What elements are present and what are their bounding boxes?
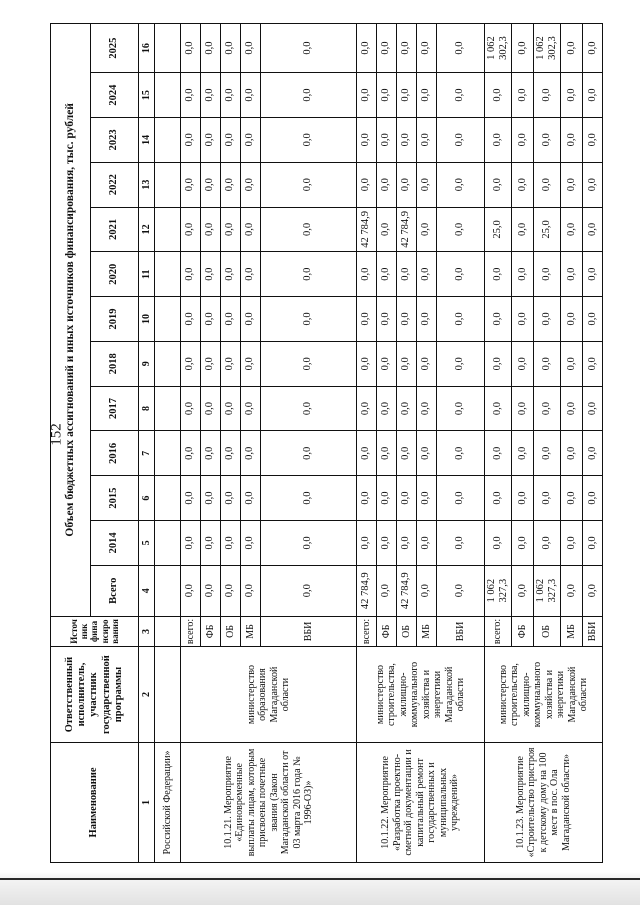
year-value: 42 784,9 <box>357 207 377 252</box>
column-number: 5 <box>139 521 155 566</box>
year-value: 0,0 <box>561 521 583 566</box>
year-value: 0,0 <box>417 24 437 73</box>
year-value: 0,0 <box>512 117 534 162</box>
year-value: 0,0 <box>561 73 583 118</box>
year-value: 0,0 <box>357 252 377 297</box>
column-number: 10 <box>139 297 155 342</box>
year-value: 0,0 <box>241 386 261 431</box>
year-value: 0,0 <box>561 476 583 521</box>
year-value: 0,0 <box>181 521 201 566</box>
responsible-executor: министерство образования Магаданской области <box>181 647 357 743</box>
year-value: 0,0 <box>397 24 417 73</box>
year-value: 0,0 <box>437 24 485 73</box>
column-number: 14 <box>139 117 155 162</box>
year-value: 0,0 <box>417 431 437 476</box>
year-value: 0,0 <box>512 207 534 252</box>
empty-cell <box>155 207 181 252</box>
year-value: 0,0 <box>397 162 417 207</box>
year-value: 0,0 <box>583 431 603 476</box>
column-number: 1 <box>139 742 155 862</box>
year-value: 0,0 <box>583 24 603 73</box>
year-value: 0,0 <box>397 431 417 476</box>
year-value: 0,0 <box>221 73 241 118</box>
year-value: 0,0 <box>201 73 221 118</box>
year-value: 0,0 <box>437 162 485 207</box>
year-value: 0,0 <box>534 117 561 162</box>
total-value: 0,0 <box>221 565 241 616</box>
year-value: 0,0 <box>512 24 534 73</box>
table-row <box>485 24 512 863</box>
total-value: 0,0 <box>377 565 397 616</box>
year-value: 0,0 <box>357 341 377 386</box>
year-value: 0,0 <box>583 476 603 521</box>
year-value: 0,0 <box>181 341 201 386</box>
empty-cell <box>155 297 181 342</box>
year-value: 0,0 <box>261 297 357 342</box>
year-value: 0,0 <box>485 476 512 521</box>
year-value: 0,0 <box>485 341 512 386</box>
header-year: 2016 <box>91 431 139 476</box>
year-value: 0,0 <box>201 252 221 297</box>
empty-cell <box>155 73 181 118</box>
total-value: 0,0 <box>561 565 583 616</box>
year-value: 0,0 <box>417 162 437 207</box>
year-value: 0,0 <box>357 73 377 118</box>
year-value: 0,0 <box>377 521 397 566</box>
header-source: Источник финансирования <box>51 616 139 647</box>
year-value: 0,0 <box>261 431 357 476</box>
year-value: 0,0 <box>181 386 201 431</box>
year-value: 0,0 <box>437 386 485 431</box>
measure-name: 10.1.21. Мероприятие «Единовременные выплаты лицам, которым присвоены почетные звания (Закон Магаданской области от 03 марта 2016 года № 1996-ОЗ)» <box>181 742 357 862</box>
empty-cell <box>155 386 181 431</box>
year-value: 0,0 <box>377 73 397 118</box>
year-value: 0,0 <box>261 521 357 566</box>
empty-cell <box>155 431 181 476</box>
year-value: 0,0 <box>241 252 261 297</box>
year-value: 0,0 <box>397 386 417 431</box>
year-value: 0,0 <box>417 73 437 118</box>
year-value: 0,0 <box>241 24 261 73</box>
total-value: 1 062 327,3 <box>534 565 561 616</box>
year-value: 0,0 <box>397 297 417 342</box>
year-value: 0,0 <box>221 431 241 476</box>
year-value: 0,0 <box>181 476 201 521</box>
year-value: 0,0 <box>221 341 241 386</box>
year-value: 0,0 <box>377 162 397 207</box>
year-value: 0,0 <box>561 162 583 207</box>
year-value: 0,0 <box>221 162 241 207</box>
empty-cell <box>155 521 181 566</box>
year-value: 0,0 <box>357 521 377 566</box>
year-value: 0,0 <box>534 297 561 342</box>
year-value: 0,0 <box>512 162 534 207</box>
funding-source: ВБИ <box>437 616 485 647</box>
year-value: 0,0 <box>561 207 583 252</box>
year-value: 0,0 <box>221 24 241 73</box>
year-value: 0,0 <box>181 431 201 476</box>
year-value: 0,0 <box>561 431 583 476</box>
year-value: 0,0 <box>485 252 512 297</box>
total-value: 0,0 <box>512 565 534 616</box>
year-value: 0,0 <box>485 386 512 431</box>
year-value: 0,0 <box>512 297 534 342</box>
year-value: 0,0 <box>261 207 357 252</box>
year-value: 0,0 <box>201 431 221 476</box>
total-value: 0,0 <box>417 565 437 616</box>
year-value: 0,0 <box>377 117 397 162</box>
year-value: 0,0 <box>485 521 512 566</box>
year-value: 0,0 <box>417 117 437 162</box>
empty-cell <box>155 162 181 207</box>
year-value: 0,0 <box>181 162 201 207</box>
year-value: 1 062 302,3 <box>485 24 512 73</box>
header-financing: Объем бюджетных ассигнований и иных источников финансирования, тыс. рублей <box>51 24 91 617</box>
year-value: 0,0 <box>241 73 261 118</box>
year-value: 0,0 <box>241 297 261 342</box>
header-year: 2022 <box>91 162 139 207</box>
header-responsible: Ответственный исполнитель, участник государственной программы <box>51 647 139 743</box>
year-value: 0,0 <box>377 386 397 431</box>
header-year: 2024 <box>91 73 139 118</box>
year-value: 0,0 <box>201 341 221 386</box>
year-value: 0,0 <box>397 341 417 386</box>
year-value: 0,0 <box>261 117 357 162</box>
header-year: 2020 <box>91 252 139 297</box>
header-name: Наименование <box>51 742 139 862</box>
year-value: 0,0 <box>437 117 485 162</box>
year-value: 0,0 <box>583 252 603 297</box>
column-number: 12 <box>139 207 155 252</box>
year-value: 0,0 <box>357 117 377 162</box>
financing-table <box>50 23 603 863</box>
year-value: 0,0 <box>437 252 485 297</box>
year-value: 0,0 <box>221 521 241 566</box>
year-value: 0,0 <box>583 341 603 386</box>
year-value: 0,0 <box>397 73 417 118</box>
responsible-executor: министерство строительства, жилищно-коммунального хозяйства и энергетики Магаданской области <box>357 647 485 743</box>
year-value: 0,0 <box>417 476 437 521</box>
funding-source: ВБИ <box>261 616 357 647</box>
year-value: 0,0 <box>583 73 603 118</box>
year-value: 0,0 <box>221 476 241 521</box>
year-value: 0,0 <box>261 252 357 297</box>
year-value: 0,0 <box>201 162 221 207</box>
year-value: 0,0 <box>561 341 583 386</box>
header-year: 2021 <box>91 207 139 252</box>
funding-source: ФБ <box>512 616 534 647</box>
total-value: 0,0 <box>201 565 221 616</box>
funding-source: МБ <box>561 616 583 647</box>
funding-source: МБ <box>241 616 261 647</box>
year-value: 1 062 302,3 <box>534 24 561 73</box>
year-value: 0,0 <box>261 162 357 207</box>
year-value: 0,0 <box>485 162 512 207</box>
year-value: 0,0 <box>437 297 485 342</box>
year-value: 0,0 <box>261 341 357 386</box>
total-value: 0,0 <box>261 565 357 616</box>
responsible-executor: министерство строительства, жилищно-коммунального хозяйства и энергетики Магаданской области <box>485 647 603 743</box>
year-value: 0,0 <box>534 73 561 118</box>
year-value: 0,0 <box>201 207 221 252</box>
year-value: 0,0 <box>261 73 357 118</box>
year-value: 0,0 <box>561 386 583 431</box>
year-value: 0,0 <box>512 386 534 431</box>
year-value: 0,0 <box>261 476 357 521</box>
year-value: 0,0 <box>241 521 261 566</box>
year-value: 0,0 <box>201 386 221 431</box>
year-value: 25,0 <box>485 207 512 252</box>
year-value: 0,0 <box>485 117 512 162</box>
year-value: 0,0 <box>534 341 561 386</box>
year-value: 0,0 <box>201 476 221 521</box>
funding-source: всего: <box>485 616 512 647</box>
total-value: 42 784,9 <box>357 565 377 616</box>
column-number: 9 <box>139 341 155 386</box>
column-number: 3 <box>139 616 155 647</box>
header-year: 2017 <box>91 386 139 431</box>
year-value: 0,0 <box>397 117 417 162</box>
funding-source: ОБ <box>397 616 417 647</box>
year-value: 0,0 <box>561 297 583 342</box>
year-value: 0,0 <box>201 297 221 342</box>
year-value: 0,0 <box>512 521 534 566</box>
year-value: 0,0 <box>512 341 534 386</box>
year-value: 0,0 <box>181 117 201 162</box>
column-number: 13 <box>139 162 155 207</box>
year-value: 0,0 <box>417 521 437 566</box>
header-year: 2014 <box>91 521 139 566</box>
year-value: 0,0 <box>377 431 397 476</box>
year-value: 0,0 <box>485 297 512 342</box>
funding-source: ВБИ <box>583 616 603 647</box>
header-year: 2023 <box>91 117 139 162</box>
year-value: 0,0 <box>534 252 561 297</box>
year-value: 0,0 <box>534 162 561 207</box>
year-value: 0,0 <box>357 24 377 73</box>
funding-source: всего: <box>357 616 377 647</box>
funding-source: ФБ <box>377 616 397 647</box>
empty-cell <box>155 476 181 521</box>
year-value: 0,0 <box>583 521 603 566</box>
rotated-page <box>50 23 598 863</box>
year-value: 0,0 <box>241 341 261 386</box>
year-value: 0,0 <box>357 476 377 521</box>
year-value: 0,0 <box>561 24 583 73</box>
column-number: 4 <box>139 565 155 616</box>
funding-source: ОБ <box>221 616 241 647</box>
year-value: 0,0 <box>437 431 485 476</box>
year-value: 0,0 <box>221 252 241 297</box>
scan-bottom-edge <box>0 872 640 905</box>
year-value: 0,0 <box>583 386 603 431</box>
year-value: 0,0 <box>241 117 261 162</box>
empty-cell <box>155 252 181 297</box>
year-value: 0,0 <box>181 24 201 73</box>
year-value: 0,0 <box>241 431 261 476</box>
year-value: 0,0 <box>512 73 534 118</box>
empty-cell <box>155 565 181 616</box>
header-total: Всего <box>91 565 139 616</box>
year-value: 0,0 <box>181 252 201 297</box>
year-value: 0,0 <box>377 252 397 297</box>
funding-source: МБ <box>417 616 437 647</box>
header-year: 2018 <box>91 341 139 386</box>
year-value: 25,0 <box>534 207 561 252</box>
measure-name: 10.1.23. Мероприятие «Строительство пристроя к детскому дому на 100 мест в пос. Ола Магаданской области» <box>485 742 603 862</box>
column-number: 15 <box>139 73 155 118</box>
empty-cell <box>155 616 181 647</box>
year-value: 0,0 <box>357 431 377 476</box>
year-value: 0,0 <box>261 386 357 431</box>
year-value: 0,0 <box>397 476 417 521</box>
year-value: 0,0 <box>221 207 241 252</box>
total-value: 42 784,9 <box>397 565 417 616</box>
year-value: 0,0 <box>181 207 201 252</box>
year-value: 0,0 <box>485 73 512 118</box>
scan-border-line <box>0 878 640 880</box>
funding-source: ОБ <box>534 616 561 647</box>
column-number: 11 <box>139 252 155 297</box>
year-value: 0,0 <box>201 521 221 566</box>
year-value: 0,0 <box>397 521 417 566</box>
year-value: 0,0 <box>241 162 261 207</box>
year-value: 0,0 <box>417 341 437 386</box>
year-value: 0,0 <box>534 521 561 566</box>
year-value: 0,0 <box>397 252 417 297</box>
year-value: 0,0 <box>417 207 437 252</box>
year-value: 0,0 <box>357 162 377 207</box>
total-value: 0,0 <box>437 565 485 616</box>
year-value: 0,0 <box>241 207 261 252</box>
total-value: 0,0 <box>241 565 261 616</box>
year-value: 0,0 <box>437 521 485 566</box>
funding-source: ФБ <box>201 616 221 647</box>
year-value: 0,0 <box>377 207 397 252</box>
table-row <box>357 24 377 863</box>
year-value: 0,0 <box>201 117 221 162</box>
year-value: 0,0 <box>221 117 241 162</box>
year-value: 0,0 <box>377 24 397 73</box>
year-value: 0,0 <box>437 73 485 118</box>
year-value: 0,0 <box>377 341 397 386</box>
total-value: 0,0 <box>583 565 603 616</box>
year-value: 0,0 <box>561 117 583 162</box>
year-value: 0,0 <box>534 431 561 476</box>
column-number: 6 <box>139 476 155 521</box>
year-value: 0,0 <box>512 431 534 476</box>
year-value: 0,0 <box>417 297 437 342</box>
year-value: 0,0 <box>534 476 561 521</box>
year-value: 0,0 <box>534 386 561 431</box>
column-number: 7 <box>139 431 155 476</box>
empty-cell <box>155 341 181 386</box>
page-number: 152 <box>48 423 65 446</box>
year-value: 0,0 <box>583 117 603 162</box>
empty-cell <box>155 24 181 73</box>
table-row <box>181 24 201 863</box>
year-value: 0,0 <box>437 476 485 521</box>
measure-name: 10.1.22. Мероприятие «Разработка проектно-сметной документации и капитальный ремонт государственных и муниципальных учреждений» <box>357 742 485 862</box>
column-number: 8 <box>139 386 155 431</box>
year-value: 0,0 <box>437 207 485 252</box>
year-value: 0,0 <box>583 162 603 207</box>
year-value: 0,0 <box>437 341 485 386</box>
year-value: 0,0 <box>241 476 261 521</box>
year-value: 0,0 <box>485 431 512 476</box>
year-value: 0,0 <box>417 252 437 297</box>
funding-source: всего: <box>181 616 201 647</box>
header-year: 2019 <box>91 297 139 342</box>
continuation-name: Российской Федерации» <box>155 742 181 862</box>
column-number: 2 <box>139 647 155 743</box>
empty-cell <box>155 117 181 162</box>
year-value: 0,0 <box>181 297 201 342</box>
year-value: 0,0 <box>377 476 397 521</box>
year-value: 0,0 <box>377 297 397 342</box>
empty-cell <box>155 647 181 743</box>
year-value: 0,0 <box>201 24 221 73</box>
year-value: 0,0 <box>561 252 583 297</box>
year-value: 0,0 <box>181 73 201 118</box>
year-value: 42 784,9 <box>397 207 417 252</box>
year-value: 0,0 <box>357 386 377 431</box>
total-value: 0,0 <box>181 565 201 616</box>
year-value: 0,0 <box>417 386 437 431</box>
total-value: 1 062 327,3 <box>485 565 512 616</box>
year-value: 0,0 <box>261 24 357 73</box>
year-value: 0,0 <box>583 207 603 252</box>
header-year: 2025 <box>91 24 139 73</box>
year-value: 0,0 <box>221 386 241 431</box>
year-value: 0,0 <box>512 476 534 521</box>
header-year: 2015 <box>91 476 139 521</box>
column-number: 16 <box>139 24 155 73</box>
year-value: 0,0 <box>357 297 377 342</box>
year-value: 0,0 <box>583 297 603 342</box>
year-value: 0,0 <box>512 252 534 297</box>
year-value: 0,0 <box>221 297 241 342</box>
